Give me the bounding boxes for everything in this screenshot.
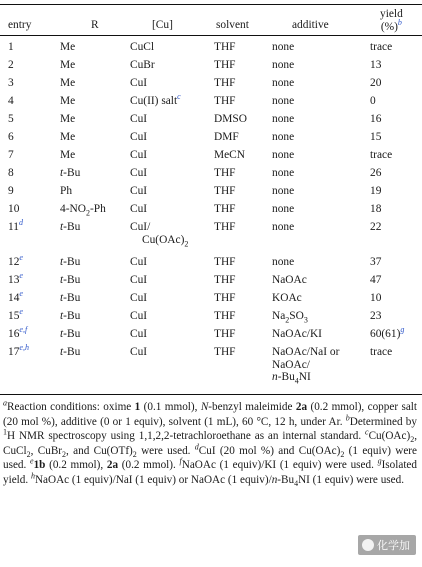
- cell-additive: NaOAc/KI: [272, 328, 322, 340]
- cell-entry: 12e: [8, 253, 23, 268]
- cell-yield: 22: [370, 221, 382, 233]
- cell-R: Me: [60, 77, 76, 89]
- cell-R: Me: [60, 113, 76, 125]
- cell-yield: 13: [370, 59, 382, 71]
- cell-yield: 47: [370, 274, 382, 286]
- cell-entry: 7: [8, 149, 14, 161]
- cell-R: t-Bu: [60, 221, 81, 233]
- cell-cu: CuI: [130, 328, 148, 340]
- cell-solvent: THF: [214, 59, 236, 71]
- cell-entry: 13e: [8, 271, 23, 286]
- cell-entry: 6: [8, 131, 14, 143]
- footnotes: [3, 400, 417, 488]
- cell-yield: trace: [370, 149, 393, 161]
- cell-entry: 4: [8, 95, 14, 107]
- cell-yield: trace: [370, 346, 393, 358]
- cell-solvent: THF: [214, 203, 236, 215]
- cell-yield: 37: [370, 256, 382, 268]
- watermark-logo-icon: [362, 539, 374, 551]
- cell-yield: 19: [370, 185, 382, 197]
- cell-yield: 0: [370, 95, 376, 107]
- cell-cu: CuI: [130, 256, 148, 268]
- cell-cu: CuI: [130, 292, 148, 304]
- cell-yield: 16: [370, 113, 382, 125]
- footnote-a: $^a$Reaction conditions: oxime 1 (0.1 mmol), N-benzyl maleimide 2a (0.2 mmol), copper salt (20 mol %), additive (0 or 1 equiv), solvent (1 mL), 60 °C, 12 h, under Ar. $^b$Determined by $^1$H NMR spectroscopy using 1,1,2,2-tetrachloroethane as an internal standard. $^cCu(OAc)_2$, CuCl$_2$, CuBr$_2$, and $Cu(OTf)_2$ were used. $^d$CuI (20 mol %) and $Cu(OAc)_2$ (1 equiv) were used. $^e$1b (0.2 mmol), 2a (0.2 mmol). $^f$NaOAc (1 equiv)/KI (1 equiv) were used. $^g$Isolated yield. $^h$NaOAc (1 equiv)/NaI (1 equiv) or NaOAc (1 $equiv)/n-Bu_4NI$ (1 equiv) were used.: [3, 398, 417, 489]
- cell-additive: none: [272, 77, 295, 89]
- cell-additive: none: [272, 131, 295, 143]
- header-additive: additive: [292, 19, 329, 31]
- cell-cu: CuI: [130, 310, 148, 322]
- cell-R: t-Bu: [60, 310, 81, 322]
- bottom-rule: [0, 394, 422, 395]
- cell-yield: 18: [370, 203, 382, 215]
- cell-solvent: THF: [214, 221, 236, 233]
- cell-R: Me: [60, 41, 76, 53]
- cell-entry: 8: [8, 167, 14, 179]
- cell-additive: none: [272, 41, 295, 53]
- cell-additive: none: [272, 95, 295, 107]
- cell-additive: none: [272, 185, 295, 197]
- header-R: R: [91, 19, 99, 31]
- cell-additive: none: [272, 167, 295, 179]
- cell-solvent: THF: [214, 328, 236, 340]
- cell-yield: 23: [370, 310, 382, 322]
- cell-cu: CuI: [130, 185, 148, 197]
- cell-solvent: THF: [214, 256, 236, 268]
- cell-yield: 20: [370, 77, 382, 89]
- cell-yield: trace: [370, 41, 393, 53]
- cell-additive: $Na_2SO_3$: [272, 310, 308, 325]
- cell-solvent: DMSO: [214, 113, 247, 125]
- cell-R: Me: [60, 59, 76, 71]
- header-rule: [0, 35, 422, 36]
- cell-cu: CuI: [130, 346, 148, 358]
- cell-entry: 17$^{e,h}$: [8, 343, 29, 358]
- cell-R: Ph: [60, 185, 73, 197]
- cell-entry: 2: [8, 59, 14, 71]
- cell-solvent: THF: [214, 346, 236, 358]
- cell-entry: 11$^d$: [8, 218, 23, 233]
- header-entry: entry: [8, 19, 32, 31]
- cell-entry: 16$^{e,f}$: [8, 325, 28, 340]
- cell-additive: none: [272, 113, 295, 125]
- cell-additive: KOAc: [272, 292, 302, 304]
- cell-yield: 15: [370, 131, 382, 143]
- cell-additive: none: [272, 256, 295, 268]
- cell-entry: 5: [8, 113, 14, 125]
- header-yield: [380, 8, 403, 34]
- cell-cu: CuI: [130, 131, 148, 143]
- cell-cu: CuI: [130, 77, 148, 89]
- cell-additive: none: [272, 203, 295, 215]
- cell-additive: none: [272, 221, 295, 233]
- watermark-text: 化学加: [377, 539, 410, 552]
- cell-solvent: THF: [214, 77, 236, 89]
- cell-yield: 10: [370, 292, 382, 304]
- cell-cu: CuI/ $Cu(OAc)_2$: [130, 221, 189, 248]
- cell-R: t-Bu: [60, 167, 81, 179]
- cell-entry: 10: [8, 203, 20, 215]
- cell-cu: CuCl: [130, 41, 155, 53]
- cell-entry: 14e: [8, 289, 23, 304]
- cell-cu: CuBr: [130, 59, 155, 71]
- cell-R: Me: [60, 95, 76, 107]
- cell-R: $4-NO_2-Ph$: [60, 203, 106, 218]
- cell-solvent: THF: [214, 310, 236, 322]
- cell-cu: CuI: [130, 274, 148, 286]
- cell-cu: Cu(II) salt$^c$: [130, 92, 181, 107]
- cell-entry: 1: [8, 41, 14, 53]
- cell-solvent: THF: [214, 167, 236, 179]
- cell-additive: NaOAc: [272, 274, 307, 286]
- cell-R: t-Bu: [60, 328, 81, 340]
- cell-R: t-Bu: [60, 292, 81, 304]
- top-rule: [0, 4, 422, 5]
- cell-cu: CuI: [130, 113, 148, 125]
- cell-cu: CuI: [130, 203, 148, 215]
- header-yield-line2: (%)$^b$: [380, 18, 402, 33]
- cell-yield: 26: [370, 167, 382, 179]
- cell-solvent: THF: [214, 185, 236, 197]
- cell-solvent: THF: [214, 95, 236, 107]
- cell-solvent: THF: [214, 41, 236, 53]
- header-cu: [Cu]: [152, 19, 173, 31]
- cell-yield: $60(61)^g$: [370, 325, 405, 340]
- cell-solvent: THF: [214, 292, 236, 304]
- cell-solvent: MeCN: [214, 149, 246, 161]
- cell-additive: none: [272, 149, 295, 161]
- cell-solvent: THF: [214, 274, 236, 286]
- cell-additive: NaOAc/NaI or NaOAc/ $n-Bu_4NI$: [272, 346, 340, 386]
- cell-entry: 9: [8, 185, 14, 197]
- cell-R: t-Bu: [60, 346, 81, 358]
- cell-R: Me: [60, 149, 76, 161]
- cell-solvent: DMF: [214, 131, 239, 143]
- cell-cu: CuI: [130, 167, 148, 179]
- cell-R: t-Bu: [60, 274, 81, 286]
- cell-R: Me: [60, 131, 76, 143]
- cell-entry: 3: [8, 77, 14, 89]
- header-solvent: solvent: [216, 19, 249, 31]
- cell-additive: none: [272, 59, 295, 71]
- cell-entry: 15e: [8, 307, 23, 322]
- cell-cu: CuI: [130, 149, 148, 161]
- header-yield-line1: yield: [380, 8, 403, 20]
- cell-R: t-Bu: [60, 256, 81, 268]
- watermark: [358, 535, 416, 555]
